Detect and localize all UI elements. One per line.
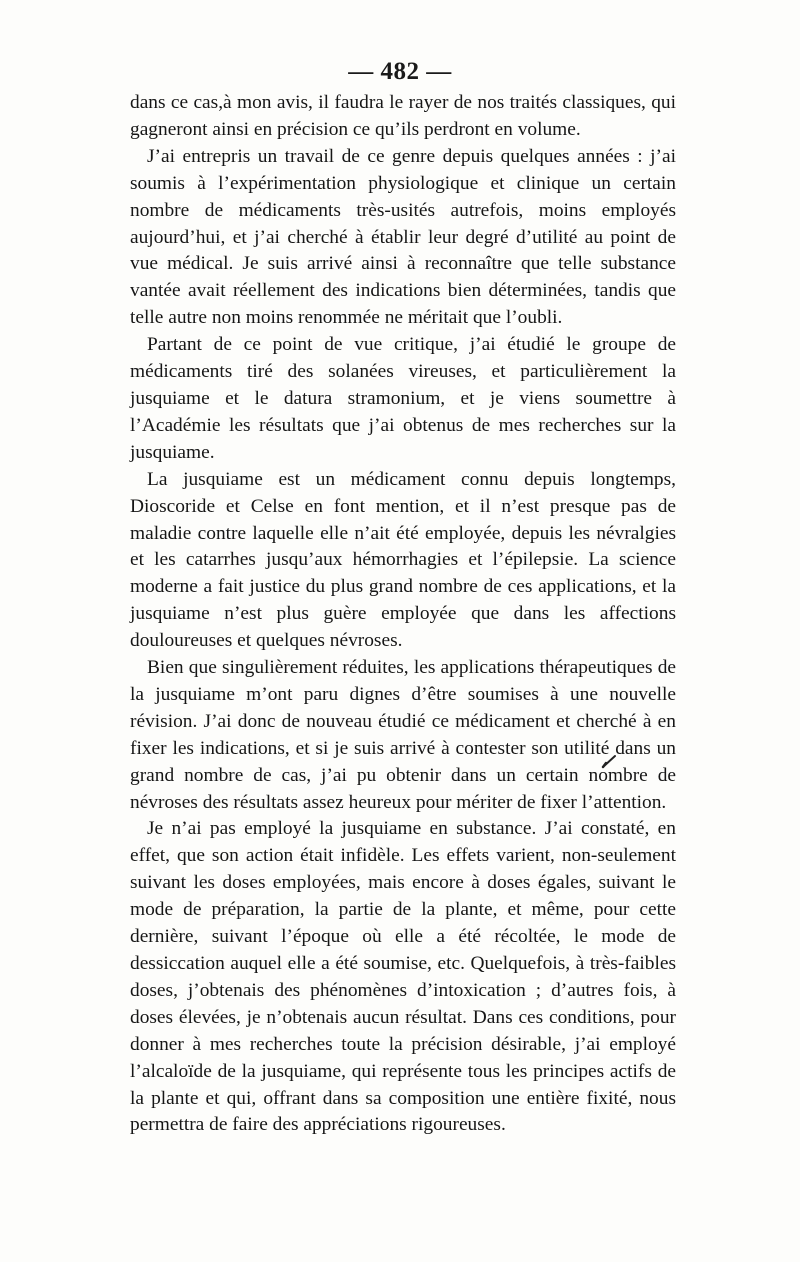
body-text xyxy=(130,90,676,1139)
page-number: — 482 — xyxy=(348,58,452,85)
paragraph-1: dans ce cas,à mon avis, il faudra le rayer de nos traités classiques, qui gagneront ainsi en précision ce qu’ils perdront en volume. xyxy=(130,92,676,140)
paragraph-4: La jusquiame est un médicament connu depuis longtemps, Dioscoride et Celse en font mention, et il n’est presque pas de maladie contre laquelle elle n’ait été employée, depuis les névralgies et les catarrhes jusqu’aux hémorrhagies et l’épilepsie. La science moderne a fait justice du plus grand nombre de ces applications, et la jusquiame n’est plus guère employée que dans les affections douloureuses et quelques névroses. xyxy=(130,468,676,652)
paragraph-5: Bien que singulièrement réduites, les applications thérapeutiques de la jusquiame m’ont paru dignes d’être soumises à une nouvelle révision. J’ai donc de nouveau étudié ce médicament et cherché à en fixer les indications, et si je suis arrivé à contester son utilité dans un grand nombre de cas, j’ai pu obtenir dans un certain nombre de névroses des résultats assez heureux pour mériter de fixer l’attention. xyxy=(130,657,676,813)
pencil-check-mark-icon xyxy=(601,753,617,769)
paragraph-6: Je n’ai pas employé la jusquiame en substance. J’ai constaté, en effet, que son action était infidèle. Les effets varient, non-seulement suivant les doses employées, mais encore à doses égales, suivant le mode de préparation, la partie de la plante, et même, pour cette dernière, suivant l’époque où elle a été récoltée, le mode de dessiccation auquel elle a été soumise, etc. Quelquefois, à très-faibles doses, j’obtenais des phénomènes d’intoxication ; d’autres fois, à doses élevées, je n’obtenais aucun résultat. Dans ces conditions, pour donner à mes recherches toute la précision désirable, j’ai employé l’alcaloïde de la jusquiame, qui représente tous les principes actifs de la plante et qui, offrant dans sa composition une entière fixité, nous permettra de faire des appréciations rigoureuses. xyxy=(130,818,676,1136)
paragraph-2: J’ai entrepris un travail de ce genre depuis quelques années : j’ai soumis à l’expérimentation physiologique et clinique un certain nombre de médicaments très-usités autrefois, moins employés aujourd’hui, et j’ai cherché à établir leur degré d’utilité au point de vue médical. Je suis arrivé ainsi à reconnaître que telle substance vantée avait réellement des indications bien déterminées, tandis que telle autre non moins renommée ne méritait que l’oubli. xyxy=(130,145,676,329)
paragraph-3: Partant de ce point de vue critique, j’ai étudié le groupe de médicaments tiré des solanées vireuses, et particulièrement la jusquiame et le datura stramonium, et je viens soumettre à l’Académie les résultats que j’ai obtenus de mes recherches sur la jusquiame. xyxy=(130,334,676,463)
